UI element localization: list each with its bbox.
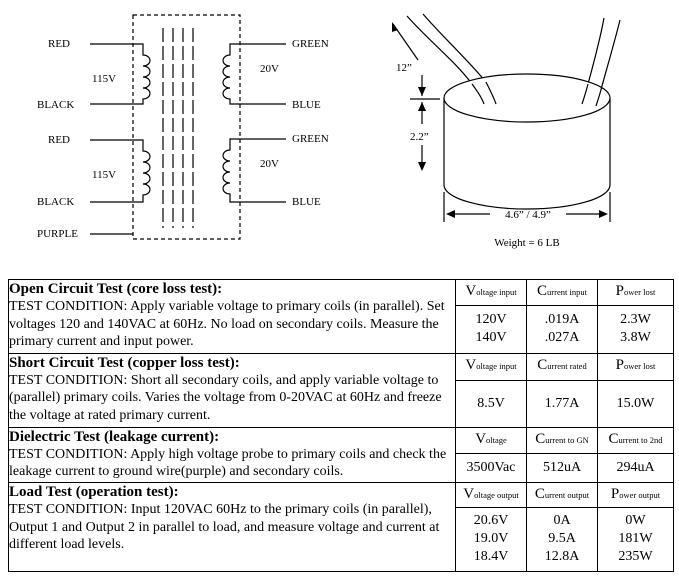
toroid-top [444,74,610,122]
column-header [456,483,527,508]
secondary-voltage-label: 20V [260,158,279,170]
measurement-value: 18.4V [473,549,509,565]
lead-wire [588,18,604,84]
value-cell [598,507,674,571]
value-cell [456,380,527,427]
lead-wire [407,16,472,84]
wire-label-blue: BLUE [292,196,321,208]
measurement-value: 294uA [616,459,655,475]
column-header [527,280,598,306]
wire-label-black: BLACK [37,196,75,208]
header-initial: V [465,356,477,373]
test-results-table [8,279,674,572]
header-rest: oltage output [474,490,519,501]
header-rest: ower lost [623,360,656,371]
measurement-value: 140V [475,330,507,346]
value-cell [456,305,527,353]
test-description-cell [9,280,456,354]
header-initial: P [610,486,620,503]
test-description-cell [9,427,456,483]
column-header [527,353,598,380]
test-title: Short Circuit Test (copper loss test): [9,354,240,371]
value-cell [598,305,674,353]
column-header [527,483,598,508]
measurement-value: 235W [618,549,653,565]
test-header-row [9,427,674,453]
measurement-value: 3500Vac [466,459,516,475]
wire-label-green: GREEN [292,133,329,145]
header-initial: C [608,430,619,447]
test-header-row [9,353,674,380]
value-cell [456,507,527,571]
transformer-diagram [0,0,679,279]
header-initial: V [463,486,475,503]
header-initial: C [535,430,546,447]
toroid-drawing [393,14,620,222]
measurement-value: 181W [618,531,653,547]
header-rest: ower output [619,490,661,501]
measurement-value: .019A [544,312,580,328]
wire-label-red: RED [48,38,70,50]
height-label: 2.2” [410,131,429,143]
test-title: Dielectric Test (leakage current): [9,428,220,445]
secondary-winding-2 [223,139,286,202]
header-rest: oltage [486,434,507,445]
measurement-value: 20.6V [473,513,509,529]
schematic [90,15,286,239]
wire-label-black: BLACK [37,99,75,111]
value-cell [527,507,598,571]
wire-label-purple: PURPLE [37,228,78,240]
header-initial: P [615,283,624,299]
test-condition: TEST CONDITION: Input 120VAC 60Hz to the primary coils (in parallel), Output 1 and Output 2 in parallel to load, and measure voltage and current at different load levels. [9,502,440,553]
wire-label-blue: BLUE [292,99,321,111]
column-header [598,280,674,306]
header-rest: oltage input [476,287,517,297]
test-description-cell [9,353,456,427]
column-header [456,280,527,306]
header-initial: V [465,283,477,299]
value-cell [598,380,674,427]
secondary-voltage-label: 20V [260,63,279,75]
test-header-row [9,483,674,508]
value-cell [598,453,674,483]
column-header [598,483,674,508]
test-condition: TEST CONDITION: Apply high voltage probe to primary coils and check the leakage current to ground wire(purple) and secondary coils. [9,446,447,479]
measurement-value: 3.8W [620,330,651,346]
lead-wire [602,20,620,86]
test-header-row [9,280,674,306]
value-cell [456,453,527,483]
value-cell [527,380,598,427]
measurement-value: 12.8A [544,549,580,565]
measurement-value: 1.77A [544,395,580,411]
core-box [133,15,240,239]
measurement-value: .027A [544,330,580,346]
lead-length-label: 12” [396,62,412,74]
measurement-value: 120V [475,312,507,328]
header-rest: ower lost [623,287,656,297]
measurement-value: 15.0W [616,395,655,411]
header-rest: oltage input [476,360,517,371]
measurement-value: 9.5A [548,531,576,547]
primary-voltage-label: 115V [92,169,117,181]
diameter-label: 4.6” / 4.9” [505,209,551,221]
header-rest: urrent to 2nd [618,434,663,445]
test-condition: TEST CONDITION: Apply variable voltage to primary coils (in parallel). Set voltages 120 and 140VAC at 60Hz. No load on secondary coils. Measure the primary current and input power. [9,299,445,349]
test-description-cell [9,483,456,572]
column-header [598,427,674,453]
header-initial: C [534,486,545,503]
measurement-value: 0A [553,513,571,529]
wire-label-green: GREEN [292,38,329,50]
value-cell [527,453,598,483]
test-title: Load Test (operation test): [9,484,179,501]
header-initial: P [615,356,624,373]
column-header [598,353,674,380]
header-rest: urrent output [544,490,590,501]
measurement-value: 2.3W [620,312,651,328]
column-header [456,353,527,380]
header-initial: C [537,283,548,299]
lead-wire [423,14,486,82]
measurement-value: 512uA [542,459,582,475]
weight-label: Weight = 6 LB [494,237,560,249]
wire-label-red: RED [48,134,70,146]
header-rest: urrent input [547,287,587,297]
primary-voltage-label: 115V [92,73,117,85]
column-header [527,427,598,453]
header-initial: V [475,430,487,447]
test-title: Open Circuit Test (core loss test): [9,281,223,297]
measurement-value: 19.0V [473,531,509,547]
measurement-value: 8.5V [477,395,505,411]
column-header [456,427,527,453]
measurement-value: 0W [625,513,646,529]
header-initial: C [537,356,548,373]
test-condition: TEST CONDITION: Short all secondary coils, and apply variable voltage to (parallel) primary coils. Varies the voltage from 0-20VAC at 60Hz and freeze the voltage at rated primary current. [9,372,442,423]
header-rest: urrent to GN [545,434,589,445]
header-rest: urrent rated [547,360,587,371]
value-cell [527,305,598,353]
